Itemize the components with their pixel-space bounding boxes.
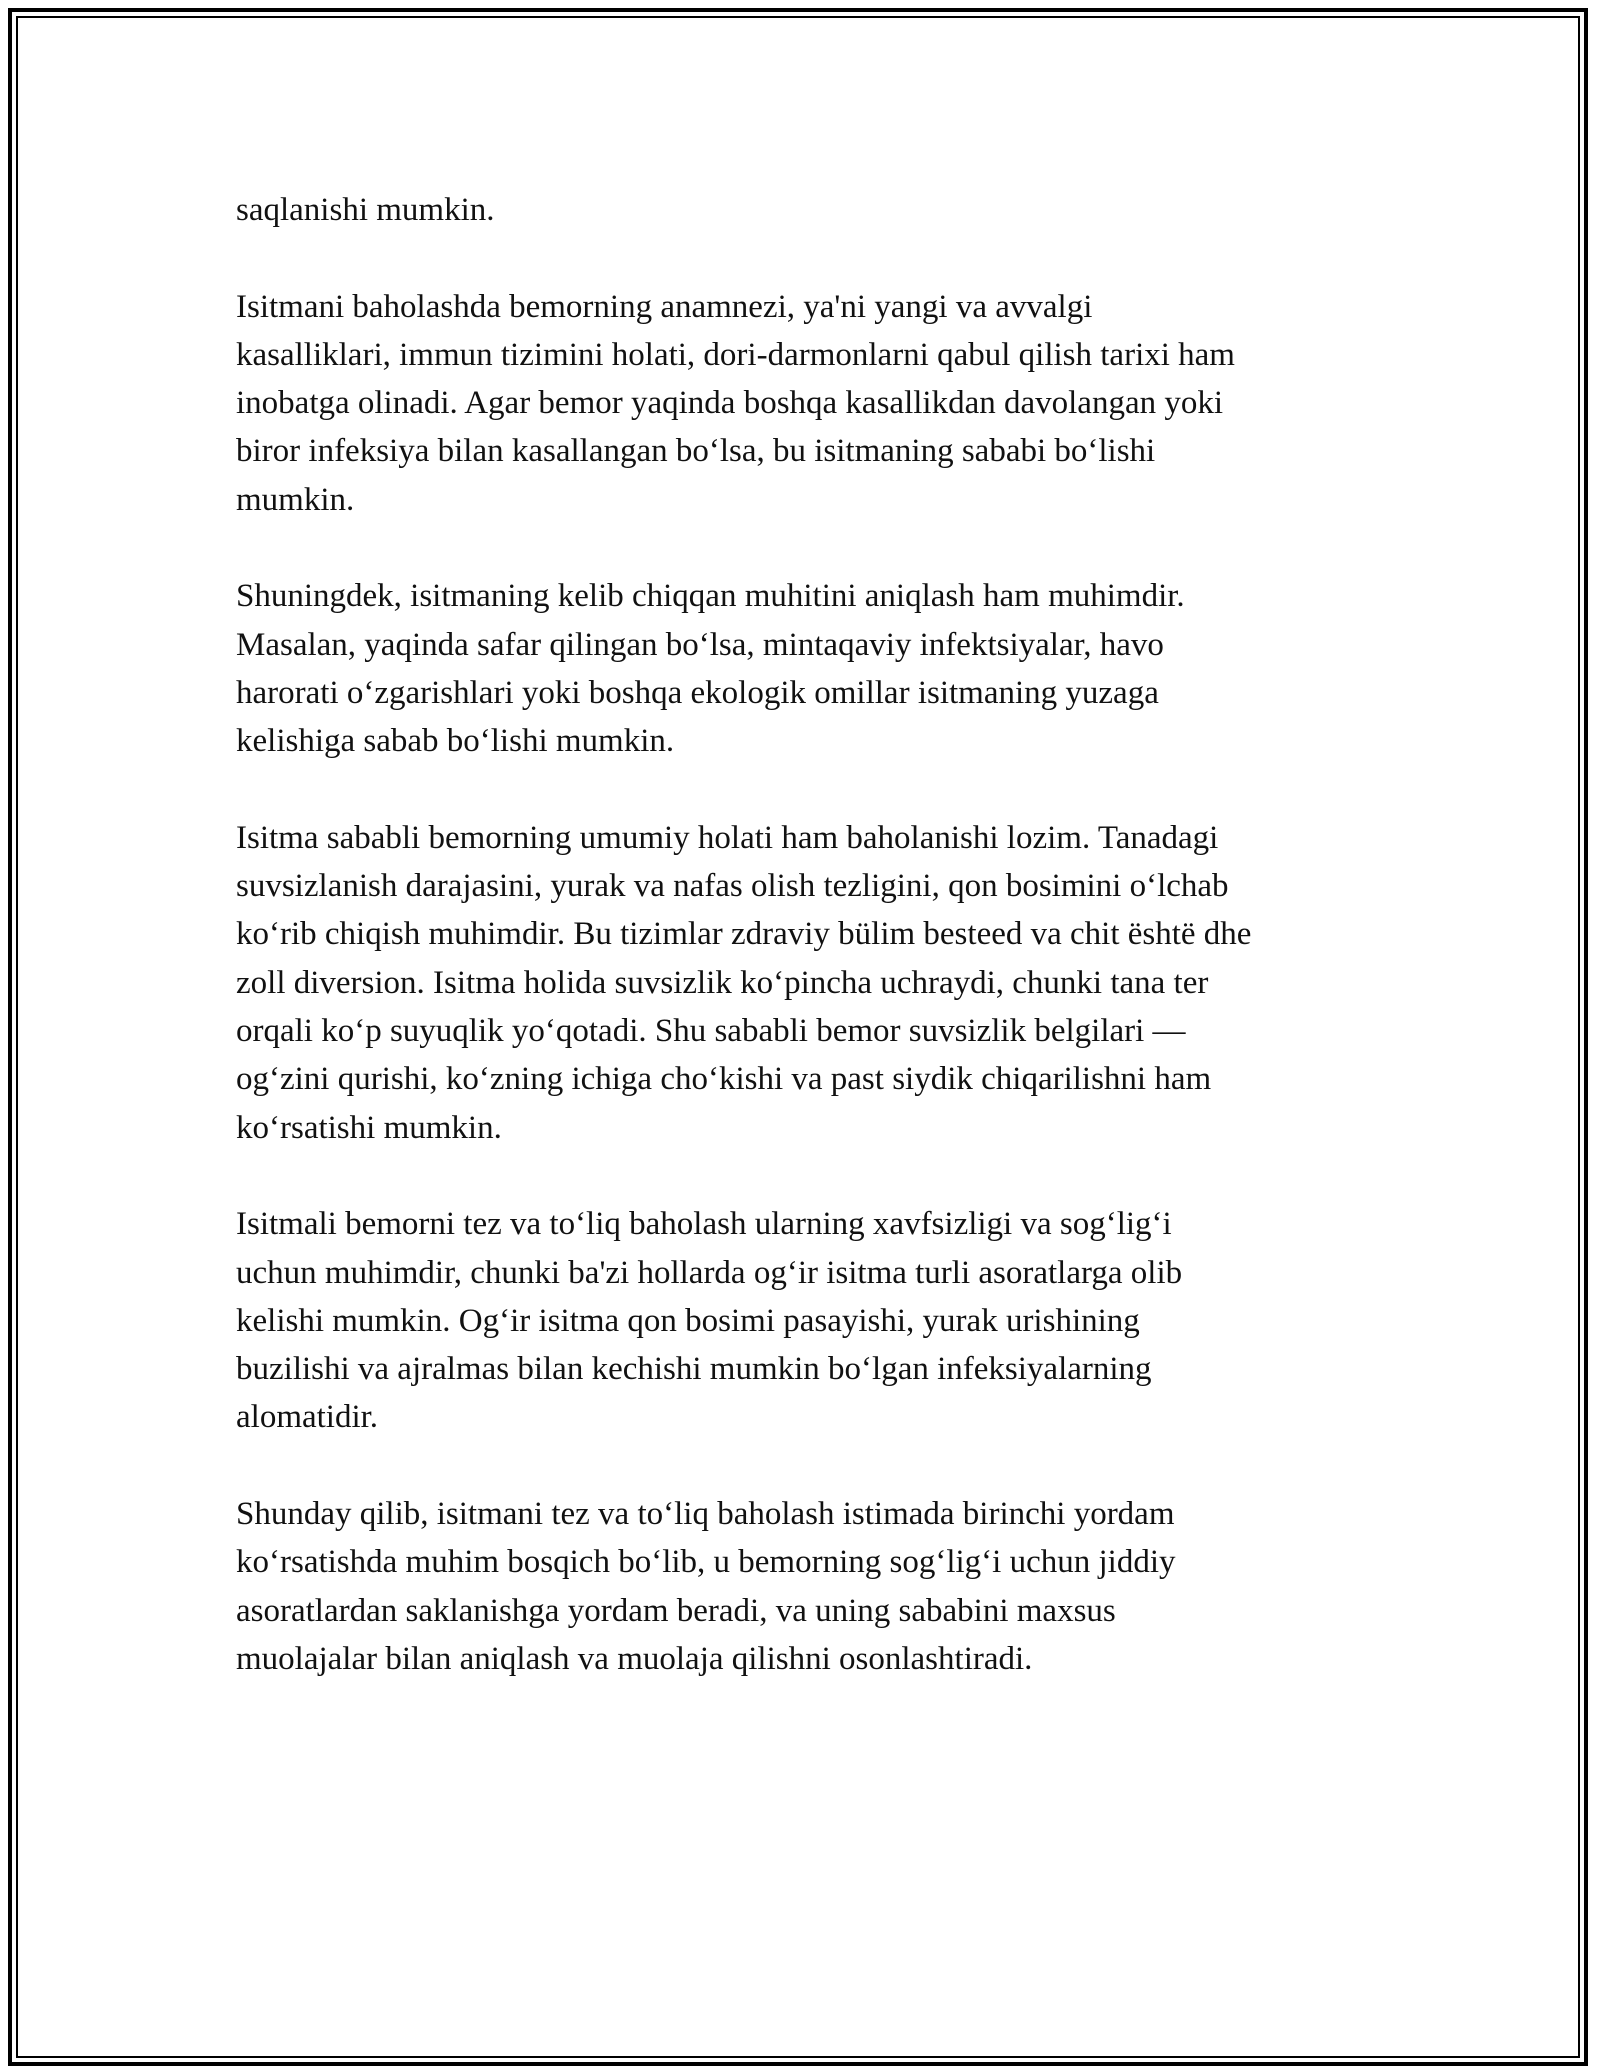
paragraph: Shunday qilib, isitmani tez va to‘liq baholash istimada birinchi yordam ko‘rsatishda muhim bosqich bo‘lib, u bemorning sog‘lig‘i uchun jiddiy asoratlardan saklanishga yordam beradi, va uning sababini maxsus muolajalar bilan aniqlash va muolaja qilishni osonlashtiradi. (236, 1496, 1176, 1677)
paragraph: Isitmali bemorni tez va to‘liq baholash ularning xavfsizligi va sog‘lig‘i uchun muhimdir, chunki ba'zi hollarda og‘ir isitma turli asoratlarga olib kelishi mumkin. Og‘ir isitma qon bosimi pasayishi, yurak urishining buzilishi va ajralmas bilan kechishi mumkin bo‘lgan infeksiyalarning alomatidir. (236, 1206, 1183, 1436)
paragraph: saqlanishi mumkin. (236, 192, 495, 228)
paragraph: Isitmani baholashda bemorning anamnezi, ya'ni yangi va avvalgi kasalliklari, immun tizimini holati, dori-darmonlarni qabul qilish tarixi ham inobatga olinadi. Agar bemor yaqinda boshqa kasallikdan davolangan yoki biror infeksiya bilan kasallangan bo‘lsa, bu isitmaning sababi bo‘lishi mumkin. (236, 288, 1235, 518)
document-body (236, 186, 1376, 1732)
paragraph: Isitma sababli bemorning umumiy holati ham baholanishi lozim. Tanadagi suvsizlanish darajasini, yurak va nafas olish tezligini, qon bosimini o‘lchab ko‘rib chiqish muhimdir. Bu tizimlar zdraviy bülim besteed va chit është dhe zoll diversion. Isitma holida suvsizlik ko‘pincha uchraydi, chunki tana ter orqali ko‘p suyuqlik yo‘qotadi. Shu sababli bemor suvsizlik belgilari — og‘zini qurishi, ko‘zning ichiga cho‘kishi va past siydik chiqarilishni ham ko‘rsatishi mumkin. (236, 819, 1252, 1146)
paragraph: Shuningdek, isitmaning kelib chiqqan muhitini aniqlash ham muhimdir. Masalan, yaqinda safar qilingan bo‘lsa, mintaqaviy infektsiyalar, havo harorati o‘zgarishlari yoki boshqa ekologik omillar isitmaning yuzaga kelishiga sabab bo‘lishi mumkin. (236, 578, 1185, 760)
